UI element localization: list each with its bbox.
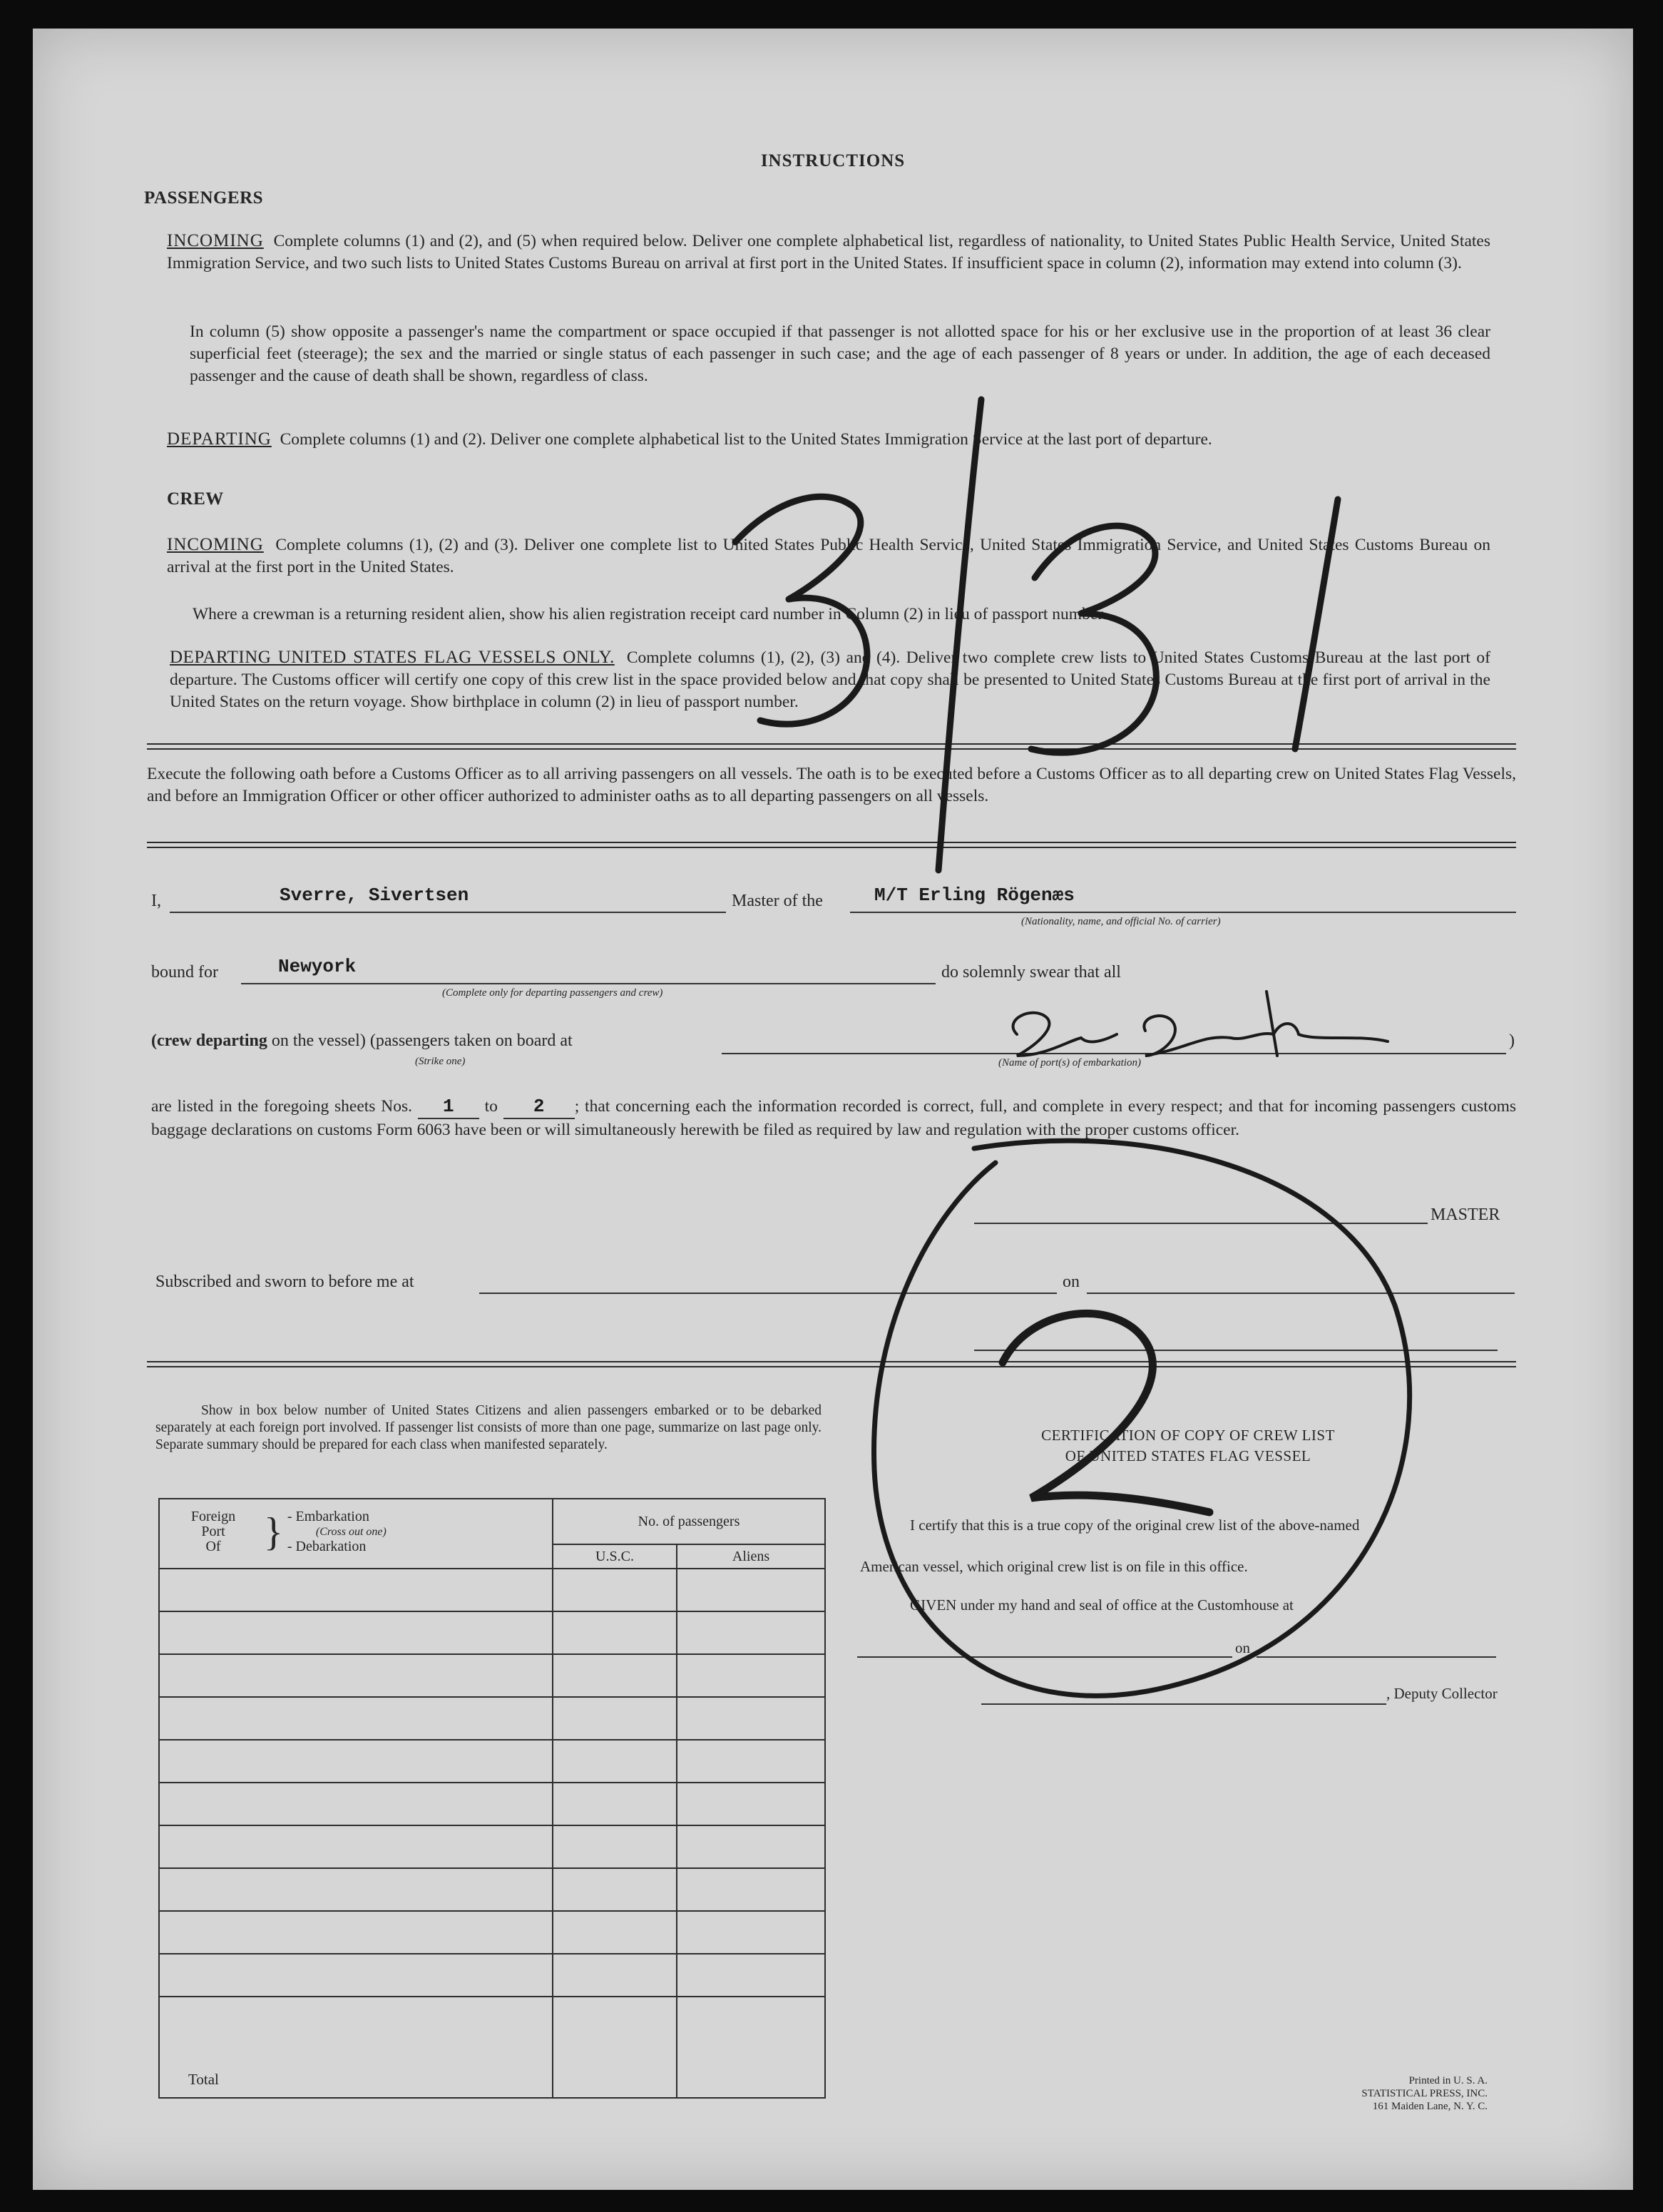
aliens-cell[interactable] [677,1868,825,1911]
master-signature-icon [1013,992,1388,1056]
port-label: Port [201,1524,225,1539]
usc-cell[interactable] [553,1611,677,1654]
table-row [159,1611,825,1654]
bound-for-caption: (Complete only for departing passengers and crew) [442,987,663,999]
debarkation-label: - Debarkation [287,1539,367,1554]
listed-label: are listed in the foregoing sheets Nos. [151,1097,412,1116]
aliens-cell[interactable] [677,1954,825,1997]
usc-cell[interactable] [553,1911,677,1954]
vessel-caption: (Nationality, name, and official No. of carrier) [1021,916,1221,927]
aliens-cell[interactable] [677,1611,825,1654]
summary-note: Show in box below number of United States Citizens and alien passengers embarked or to be debarked separately at each foreign port involved. If passenger list consists of more than one page, summarize on last page only. Separate summary should be prepared for each class when manifested separately. [155,1403,822,1452]
foreign-label: Foreign [190,1509,236,1524]
table-row [159,1954,825,1997]
port-close-paren: ) [1509,1031,1515,1050]
bound-for-label: bound for [151,963,218,982]
crew-resident-paragraph: Where a crewman is a returning resident alien, show his alien registration receipt card number in Column (2) in lieu of passport number. [193,605,1107,623]
master-signature-line [974,1223,1428,1224]
port-cell[interactable] [159,1911,553,1954]
table-row [159,1654,825,1697]
swear-text: do solemnly swear that all [941,963,1121,982]
of-label: Of [205,1539,221,1554]
crew-departing-label: DEPARTING UNITED STATES FLAG VESSELS ONLY. [170,648,615,667]
printer-line3: 161 Maiden Lane, N. Y. C. [1372,2101,1488,2112]
usc-cell[interactable] [553,1868,677,1911]
embarkation-label: - Embarkation [287,1509,369,1524]
crew-departing-text: Complete columns (1), (2), (3) and (4). Deliver two complete crew lists to United States Customs Bureau at the last port of departure. The Customs officer will certify one copy of this crew list in the space provided below and that copy shall be presented to United States Customs Bureau at the first port of arrival in the United States on the return voyage. Show birthplace in column (2) in lieu of passport number. [170,648,1490,711]
sheets-paragraph [151,1096,1516,1141]
subscribed-date-line [1087,1293,1515,1294]
listed-rest: ; that concerning each the information recorded is correct, full, and complete in every respect; and that for incoming passengers customs baggage declarations on customs Form 6063 have been or will simultaneously herewith be filed as required by law and regulation with the proper customs officer. [151,1097,1516,1139]
passengers-departing-paragraph [167,428,1490,451]
certification-title [917,1425,1459,1467]
usc-cell[interactable] [553,1954,677,1997]
divider-top [147,743,1516,750]
master-label: MASTER [1431,1206,1500,1224]
port-line [722,1053,1506,1054]
officer-signature-line [974,1350,1498,1351]
aliens-cell[interactable] [677,1697,825,1740]
port-cell[interactable] [159,1654,553,1697]
passengers-heading: PASSENGERS [144,188,264,208]
strike-one-caption: (Strike one) [415,1056,466,1067]
usc-cell[interactable] [553,1783,677,1825]
aliens-cell[interactable] [677,1569,825,1611]
aliens-cell[interactable] [677,1783,825,1825]
passengers-departing-text: Complete columns (1) and (2). Deliver one complete alphabetical list to the United States Immigration Service at the last port of departure. [280,430,1212,449]
aliens-cell[interactable] [677,1740,825,1783]
port-cell[interactable] [159,1868,553,1911]
strike-one-options [151,1030,573,1052]
customhouse-line [857,1656,1232,1658]
certification-line1: I certify that this is a true copy of the original crew list of the above-named [910,1517,1360,1534]
crew-incoming-paragraph [167,534,1490,579]
cross-out-label: (Cross out one) [315,1526,387,1538]
bound-for-value: Newyork [278,956,357,977]
total-aliens-cell[interactable] [677,1997,825,2098]
subscribed-label: Subscribed and sworn to before me at [155,1273,414,1291]
passenger-summary-table [158,1498,826,2099]
port-cell[interactable] [159,1783,553,1825]
foreign-port-of [167,1509,260,1554]
table-row [159,1868,825,1911]
certification-title-line2: OF UNITED STATES FLAG VESSEL [1065,1447,1311,1464]
table-row [159,1697,825,1740]
aliens-cell[interactable] [677,1654,825,1697]
sheet-to: 2 [503,1096,575,1119]
usc-cell[interactable] [553,1697,677,1740]
port-cell[interactable] [159,1825,553,1868]
passengers-incoming-text: Complete columns (1) and (2), and (5) when required below. Deliver one complete alphabetical list, regardless of nationality, to United States Public Health Service, United States Immigration Service, and two such lists to United States Customs Bureau on arrival at first port in the United States. If insufficient space in column (2), information may extend into column (3). [167,232,1491,272]
total-usc-cell[interactable] [553,1997,677,2098]
port-cell[interactable] [159,1954,553,1997]
port-cell[interactable] [159,1611,553,1654]
certification-title-line1: CERTIFICATION OF COPY OF CREW LIST [1041,1427,1335,1444]
table-row [159,1740,825,1783]
table-row [159,1569,825,1611]
oath-i-label: I, [151,892,161,910]
vessel-line [850,912,1516,913]
printer-imprint [1102,2074,1488,2113]
no-of-passengers-header: No. of passengers [553,1499,825,1544]
instructions-title: INSTRUCTIONS [760,151,906,170]
on-the-vessel-text: on the vessel) [271,1031,366,1050]
sheet-from: 1 [418,1096,479,1119]
usc-cell[interactable] [553,1654,677,1697]
printer-line2: STATISTICAL PRESS, INC. [1361,2088,1488,2099]
passengers-departing-label: DEPARTING [167,429,272,449]
port-cell[interactable] [159,1697,553,1740]
passengers-incoming-label: INCOMING [167,231,264,250]
divider-oath [147,842,1516,848]
oath-instruction: Execute the following oath before a Customs Officer as to all arriving passengers on all vessels. The oath is to be executed before a Customs Officer as to all departing crew on United States Flag Vessels, and before an Immigration Officer or other officer authorized to administer oaths as to all departing passengers on all vessels. [147,765,1516,805]
passengers-column5-paragraph: In column (5) show opposite a passenger's name the compartment or space occupied if that passenger is not allotted space for his or her exclusive use in the proportion of at least 36 clear superficial feet (steerage); the sex and the married or single status of each passenger in such case; and the age of each passenger of 8 years or under. In addition, the age of each deceased passenger and the cause of death shall be shown, regardless of class. [190,322,1490,385]
aliens-header: Aliens [677,1544,825,1569]
certification-line2: American vessel, which original crew list is on file in this office. [860,1558,1248,1575]
passengers-incoming-paragraph [167,230,1490,275]
port-header-cell [159,1499,553,1569]
printer-line1: Printed in U. S. A. [1408,2075,1488,2086]
port-cell[interactable] [159,1569,553,1611]
table-row [159,1825,825,1868]
port-cell[interactable] [159,1740,553,1783]
subscribed-place-line [479,1293,1057,1294]
crew-incoming-label: INCOMING [167,535,264,554]
master-name: Sverre, Sivertsen [280,885,469,906]
to-label: to [484,1097,498,1116]
usc-cell[interactable] [553,1569,677,1611]
brace-glyph: } [264,1509,283,1554]
passengers-taken-option: (passengers taken on board at [369,1031,573,1050]
usc-cell[interactable] [553,1740,677,1783]
subscribed-on-label: on [1063,1273,1080,1291]
aliens-cell[interactable] [677,1911,825,1954]
crew-departing-option: (crew departing [151,1031,267,1050]
certification-line3: GIVEN under my hand and seal of office at the Customhouse at [910,1596,1294,1614]
document-page [33,29,1633,2190]
crew-heading: CREW [167,489,224,509]
port-caption: (Name of port(s) of embarkation) [998,1057,1141,1069]
total-label: Total [159,1997,553,2098]
crew-departing-paragraph [170,646,1490,713]
usc-header: U.S.C. [553,1544,677,1569]
bound-for-line [241,983,936,984]
master-name-line [170,912,726,913]
vessel-name: M/T Erling Rögenæs [874,885,1075,906]
usc-cell[interactable] [553,1825,677,1868]
divider-bottom [147,1361,1516,1367]
master-of-label: Master of the [732,892,823,910]
aliens-cell[interactable] [677,1825,825,1868]
table-row [159,1783,825,1825]
certification-date-line [1257,1656,1496,1658]
table-row [159,1911,825,1954]
deputy-collector-label: , Deputy Collector [1386,1685,1498,1702]
crew-incoming-text: Complete columns (1), (2) and (3). Deliver one complete list to United States Public Health Service, United States Immigration Service, and United States Customs Bureau on arrival at the first port in the United States. [167,536,1490,576]
certification-on-label: on [1235,1639,1250,1656]
deputy-collector-line [981,1703,1386,1705]
total-row [159,1997,825,2098]
